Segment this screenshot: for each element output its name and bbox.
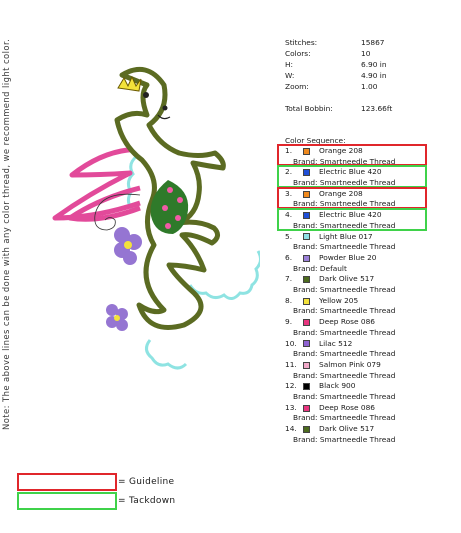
thread-name: Deep Rose 086 <box>319 402 376 412</box>
design-stats <box>285 37 441 115</box>
sequence-color-line <box>285 339 435 350</box>
thread-name: Black 900 <box>319 381 356 391</box>
stat-colors: Colors: 10 <box>285 49 371 59</box>
thread-brand: Brand: Smartneedle Thread <box>293 285 396 295</box>
sequence-number: 11. <box>285 359 297 369</box>
color-sequence-item <box>285 317 435 338</box>
thread-brand: Brand: Smartneedle Thread <box>293 434 396 444</box>
thread-name: Light Blue 017 <box>319 231 373 241</box>
color-sequence-item <box>285 274 435 295</box>
color-sequence-item <box>285 381 435 402</box>
color-sequence-item <box>285 403 435 424</box>
belly-dot <box>175 215 181 221</box>
thread-brand: Brand: Smartneedle Thread <box>293 156 396 166</box>
thread-name: Electric Blue 420 <box>319 210 382 220</box>
sequence-color-line <box>285 360 435 371</box>
color-sequence-item <box>285 232 435 253</box>
thread-color-swatch <box>303 233 310 240</box>
stat-width: W: 4.90 in <box>285 71 387 81</box>
color-sequence-item <box>285 253 435 274</box>
color-sequence-item <box>285 339 435 360</box>
thread-brand: Brand: Smartneedle Thread <box>293 178 396 188</box>
legend-tackdown-swatch <box>17 492 117 510</box>
guideline-highlight-box <box>277 187 427 209</box>
belly-dot <box>162 205 168 211</box>
thread-name: Dark Olive 517 <box>319 274 375 284</box>
sequence-number: 3. <box>285 188 293 198</box>
scallop-base <box>146 340 186 368</box>
sequence-number: 2. <box>285 167 293 177</box>
sequence-number: 1. <box>285 146 293 155</box>
sequence-number: 9. <box>285 317 293 327</box>
thread-color-swatch <box>303 383 310 390</box>
color-sequence-item <box>285 296 435 317</box>
belly-dot <box>167 187 173 193</box>
tackdown-highlight-box <box>277 165 427 187</box>
thread-name: Lilac 512 <box>319 338 353 348</box>
legend-guideline-swatch <box>17 473 117 491</box>
thread-brand: Brand: Smartneedle Thread <box>293 413 396 423</box>
sequence-color-line <box>285 381 435 392</box>
color-sequence-title: Color Sequence: <box>285 136 346 145</box>
stat-height: H: 6.90 in <box>285 60 387 70</box>
thread-color-swatch <box>303 340 310 347</box>
wing <box>55 149 150 219</box>
tackdown-highlight-box <box>277 208 427 230</box>
legend-tackdown-label: = Tackdown <box>118 496 176 506</box>
thread-brand: Brand: Smartneedle Thread <box>293 391 396 401</box>
thread-color-swatch <box>303 298 310 305</box>
guideline-highlight-box <box>277 144 427 166</box>
thread-color-swatch <box>303 276 310 283</box>
thread-brand: Brand: Smartneedle Thread <box>293 306 396 316</box>
belly-dot <box>177 197 183 203</box>
thread-color-swatch <box>303 255 310 262</box>
thread-brand: Brand: Smartneedle Thread <box>293 349 396 359</box>
thread-color-swatch <box>303 405 310 412</box>
thread-name: Orange 208 <box>319 146 363 155</box>
thread-name: Salmon Pink 079 <box>319 359 381 369</box>
sequence-number: 12. <box>285 381 297 391</box>
sequence-number: 7. <box>285 274 293 284</box>
stat-zoom: Zoom: 1.00 <box>285 82 378 92</box>
thread-name: Deep Rose 086 <box>319 317 376 327</box>
sequence-color-line <box>285 403 435 414</box>
thread-brand: Brand: Default <box>293 263 347 273</box>
thread-color-swatch <box>303 362 310 369</box>
sequence-number: 5. <box>285 231 293 241</box>
thread-name: Dark Olive 517 <box>319 424 375 434</box>
sequence-color-line <box>285 424 435 435</box>
stat-total-bobbin: Total Bobbin: 123.66ft <box>285 104 393 114</box>
sequence-color-line <box>285 253 435 264</box>
sequence-number: 6. <box>285 252 293 262</box>
thread-brand: Brand: Smartneedle Thread <box>293 242 396 252</box>
sequence-number: 8. <box>285 295 293 305</box>
thread-name: Electric Blue 420 <box>319 167 382 177</box>
thread-color-swatch <box>303 426 310 433</box>
thread-color-swatch <box>303 319 310 326</box>
thread-brand: Brand: Smartneedle Thread <box>293 327 396 337</box>
eye <box>143 92 149 98</box>
thread-brand: Brand: Smartneedle Thread <box>293 370 396 380</box>
sequence-color-line <box>285 296 435 307</box>
thread-name: Powder Blue 20 <box>319 252 377 262</box>
sequence-number: 13. <box>285 402 297 412</box>
sequence-number: 10. <box>285 338 297 348</box>
thread-brand: Brand: Smartneedle Thread <box>293 199 396 209</box>
flower-small <box>106 304 128 331</box>
side-note: Note: The above lines can be done with any color thread, we recommend light color. <box>1 38 11 430</box>
sequence-number: 4. <box>285 210 293 220</box>
sequence-color-line <box>285 317 435 328</box>
stat-stitches: Stitches: 15867 <box>285 38 385 47</box>
sequence-color-line <box>285 274 435 285</box>
belly-dot <box>165 223 171 229</box>
thread-name: Orange 208 <box>319 188 363 198</box>
color-sequence-item <box>285 424 435 445</box>
flower-large <box>114 227 142 265</box>
legend-guideline-label: = Guideline <box>118 477 175 487</box>
sequence-number: 14. <box>285 424 297 434</box>
sequence-color-line <box>285 232 435 243</box>
dragon-applique-artwork <box>30 40 260 380</box>
thread-brand: Brand: Smartneedle Thread <box>293 220 396 230</box>
eye <box>163 106 168 111</box>
color-sequence-item <box>285 360 435 381</box>
thread-name: Yellow 205 <box>319 295 359 305</box>
